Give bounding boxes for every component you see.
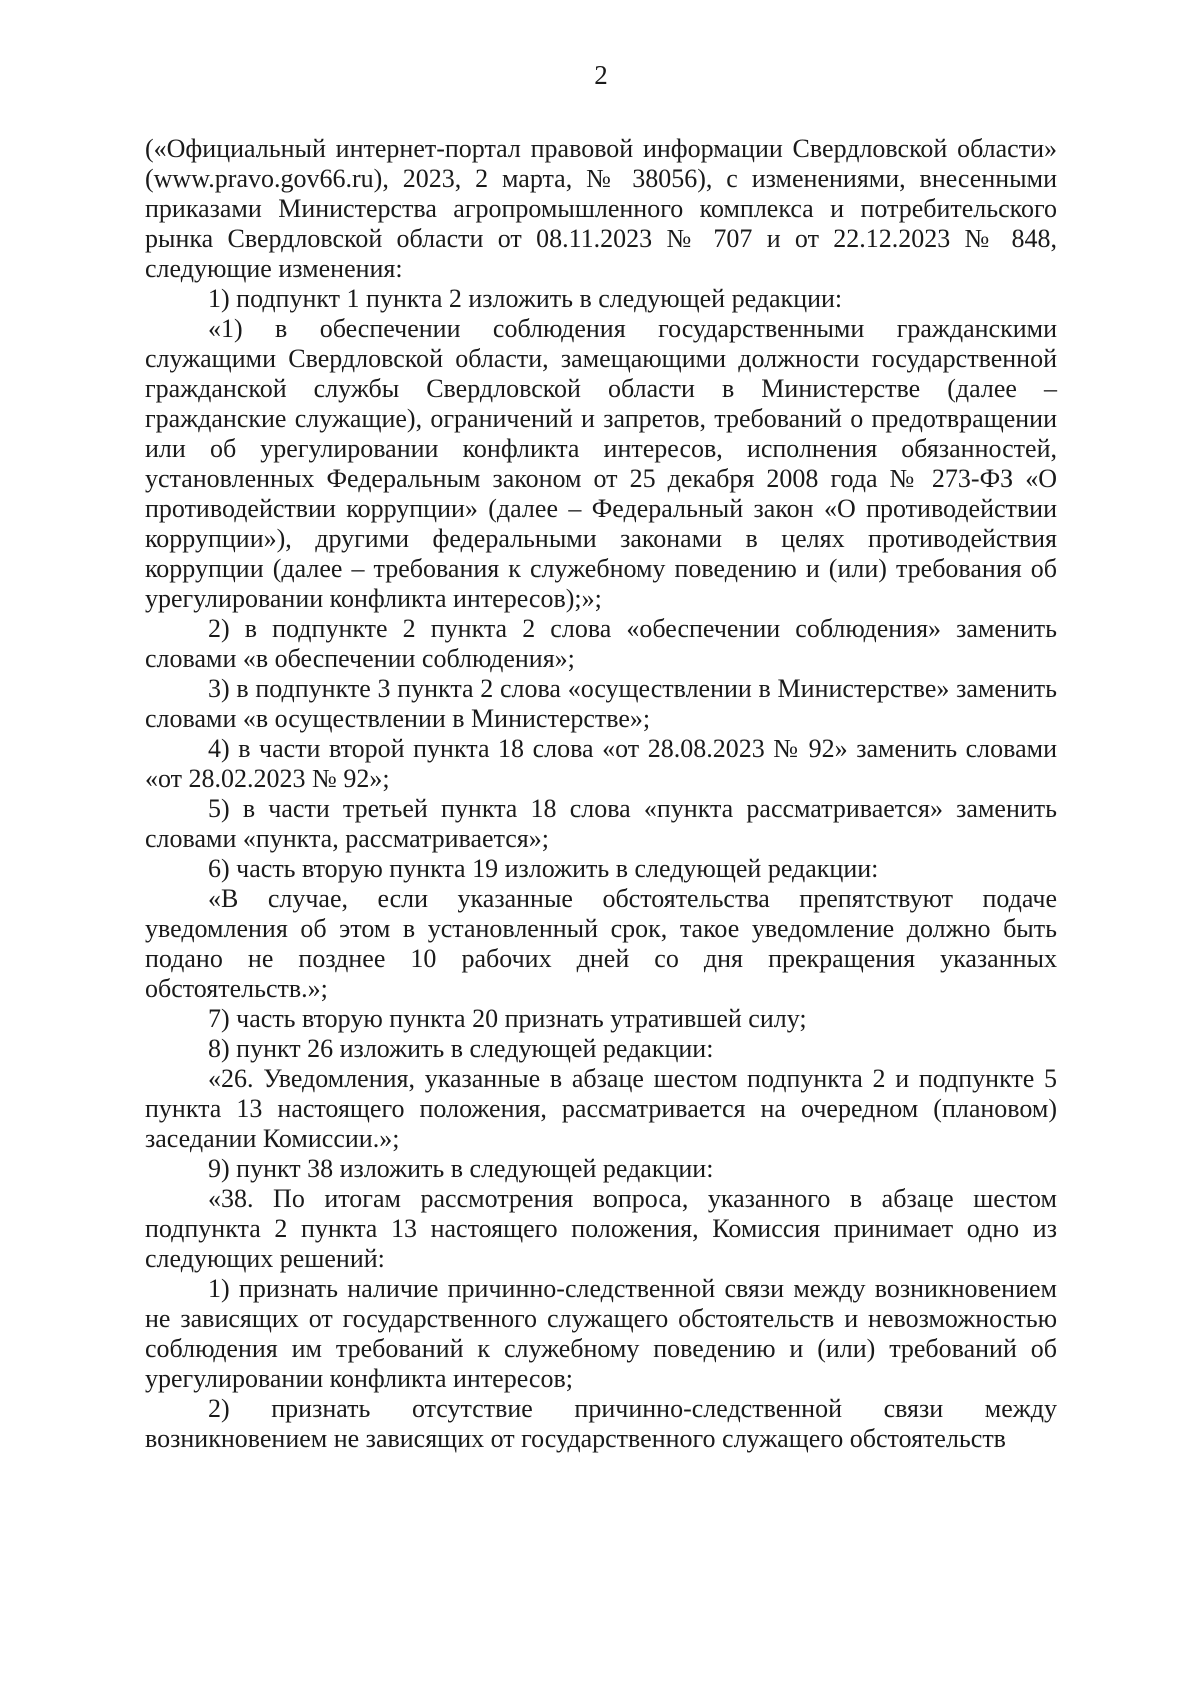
paragraph-intro: («Официальный интернет-портал правовой информации Свердловской области» (www.pravo.gov66.ru), 2023, 2 марта, № 38056), с изменениями, внесенными приказами Министерства агропромышленного комплекса и потребительского рынка Свердловской области от 08.11.2023 № 707 и от 22.12.2023 № 848, следующие изменения: — [145, 134, 1057, 283]
paragraph-item-6: 6) часть вторую пункта 19 изложить в следующей редакции: — [208, 854, 879, 883]
paragraph-item-6-text: «В случае, если указанные обстоятельства препятствуют подаче уведомления об этом в установленный срок, такое уведомление должно быть подано не позднее 10 рабочих дней со дня прекращения указанных обстоятельств.»; — [145, 884, 1057, 1003]
paragraph-item-2: 2) в подпункте 2 пункта 2 слова «обеспечении соблюдения» заменить словами «в обеспечении соблюдения»; — [145, 614, 1057, 673]
paragraph-item-8: 8) пункт 26 изложить в следующей редакции: — [208, 1034, 714, 1063]
paragraph-decision-2: 2) признать отсутствие причинно-следственной связи между возникновением не зависящих от государственного служащего обстоятельств — [145, 1394, 1057, 1453]
paragraph-item-3: 3) в подпункте 3 пункта 2 слова «осуществлении в Министерстве» заменить словами «в осуществлении в Министерстве»; — [145, 674, 1057, 733]
document-page — [145, 60, 1057, 1454]
paragraph-item-5: 5) в части третьей пункта 18 слова «пункта рассматривается» заменить словами «пункта, рассматривается»; — [145, 794, 1057, 853]
page-number: 2 — [594, 60, 608, 90]
paragraph-item-1: 1) подпункт 1 пункта 2 изложить в следующей редакции: — [208, 284, 843, 313]
paragraph-item-1-text: «1) в обеспечении соблюдения государственными гражданскими служащими Свердловской области, замещающими должности государственной гражданской службы Свердловской области в Министерстве (далее – гражданские служащие), ограничений и запретов, требований о предотвращении или об урегулировании конфликта интересов, исполнения обязанностей, установленных Федеральным законом от 25 декабря 2008 года № 273-ФЗ «О противодействии коррупции» (далее – Федеральный закон «О противодействии коррупции»), другими федеральными законами в целях противодействия коррупции (далее – требования к служебному поведению и (или) требования об урегулировании конфликта интересов);»; — [145, 314, 1057, 613]
paragraph-item-4: 4) в части второй пункта 18 слова «от 28.08.2023 № 92» заменить словами «от 28.02.2023 № 92»; — [145, 734, 1057, 793]
paragraph-decision-1: 1) признать наличие причинно-следственной связи между возникновением не зависящих от государственного служащего обстоятельств и невозможностью соблюдения им требований к служебному поведению и (или) требований об урегулировании конфликта интересов; — [145, 1274, 1057, 1393]
paragraph-item-7: 7) часть вторую пункта 20 признать утратившей силу; — [208, 1004, 807, 1033]
paragraph-item-9-text: «38. По итогам рассмотрения вопроса, указанного в абзаце шестом подпункта 2 пункта 13 настоящего положения, Комиссия принимает одно из следующих решений: — [145, 1184, 1057, 1273]
paragraph-item-8-text: «26. Уведомления, указанные в абзаце шестом подпункта 2 и подпункте 5 пункта 13 настоящего положения, рассматривается на очередном (плановом) заседании Комиссии.»; — [145, 1064, 1057, 1153]
paragraph-item-9: 9) пункт 38 изложить в следующей редакции: — [208, 1154, 714, 1183]
